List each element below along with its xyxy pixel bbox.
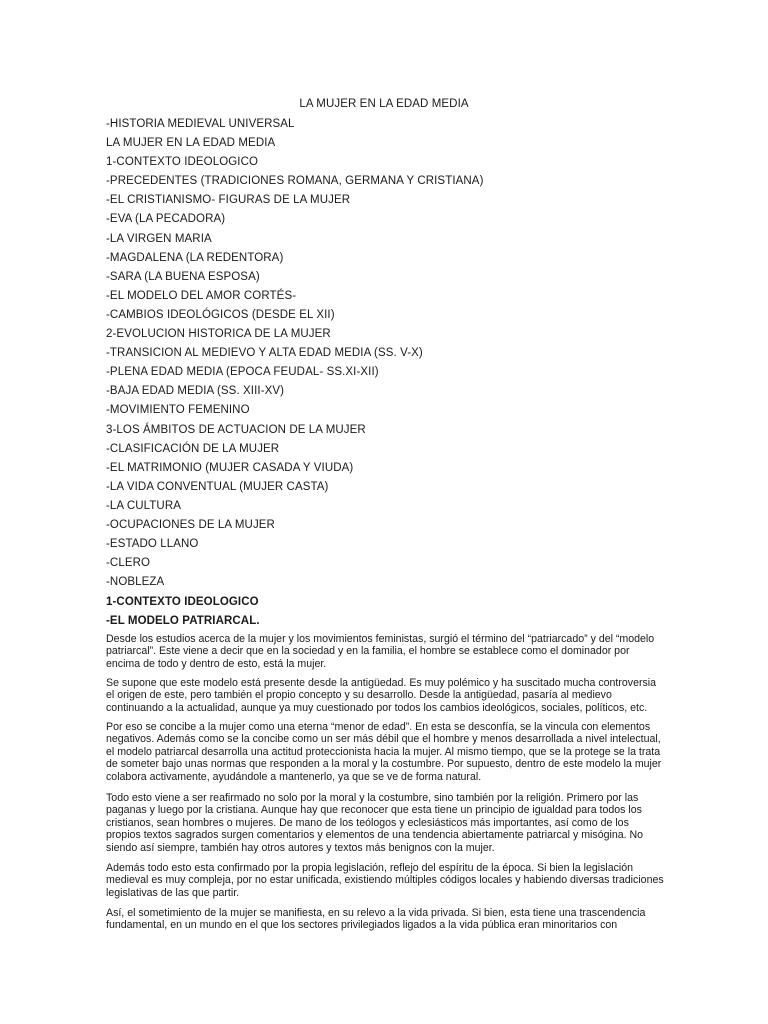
toc-item: -HISTORIA MEDIEVAL UNIVERSAL [106, 118, 295, 130]
toc-item: -CAMBIOS IDEOLÓGICOS (DESDE EL XII) [106, 308, 335, 321]
paragraph: Se supone que este modelo está presente desde la antigüedad. Es muy polémico y ha suscitado mucha controversia el origen de este, pero también el propio concepto y su desarrollo. Desde la antigüedad, pasaría al medievo continuando a la actualidad, aunque ya muy cuestionado por todos los cambios ideológicos, sociales, políticos, etc. [106, 677, 657, 714]
toc-item: -NOBLEZA [106, 576, 165, 589]
toc-item: -EL MODELO DEL AMOR CORTÉS- [106, 289, 297, 302]
toc-item: -CLERO [106, 557, 151, 570]
toc-item: 1-CONTEXTO IDEOLOGICO [106, 156, 259, 169]
toc-item: 2-EVOLUCION HISTORICA DE LA MUJER [106, 328, 331, 341]
toc-item: -EL CRISTIANISMO- FIGURAS DE LA MUJER [106, 194, 351, 207]
table-of-contents [106, 115, 484, 592]
toc-item: -PRECEDENTES (TRADICIONES ROMANA, GERMANA Y CRISTIANA) [106, 175, 484, 188]
toc-item: -MOVIMIENTO FEMENINO [106, 404, 250, 417]
section-headings [106, 593, 666, 631]
toc-item: -SARA (LA BUENA ESPOSA) [106, 270, 260, 283]
toc-item: -LA VIDA CONVENTUAL (MUJER CASTA) [106, 480, 329, 493]
toc-item: 3-LOS ÁMBITOS DE ACTUACION DE LA MUJER [106, 423, 366, 436]
subsection-heading: -EL MODELO PATRIARCAL. [106, 615, 260, 628]
toc-item: -TRANSICION AL MEDIEVO Y ALTA EDAD MEDIA (SS. V-X) [106, 347, 423, 360]
toc-item: -OCUPACIONES DE LA MUJER [106, 518, 275, 531]
toc-item: -MAGDALENA (LA REDENTORA) [106, 251, 284, 264]
toc-item: -PLENA EDAD MEDIA (EPOCA FEUDAL- SS.XI-XII) [106, 366, 379, 379]
toc-item: -ESTADO LLANO [106, 538, 199, 551]
toc-item: LA MUJER EN LA EDAD MEDIA [106, 137, 276, 150]
paragraph: Por eso se concibe a la mujer como una eterna “menor de edad”. En esta se desconfía, se la vincula con elementos negativos. Además como se la concibe como un ser más débil que el hombre y menos desarrollada a nivel intelectual, el modelo patriarcal desarrolla una actitud proteccionista hacia la mujer. Al mismo tiempo, que se la protege se la trata de someter bajo unas normas que responden a la moral y la costumbre. Por supuesto, dentro de este modelo la mujer colabora activamente, ayudándole a mantenerlo, ya que se ve de forma natural. [106, 721, 662, 783]
toc-item: -CLASIFICACIÓN DE LA MUJER [106, 442, 280, 455]
paragraph: Además todo esto esta confirmado por la propia legislación, reflejo del espíritu de la época. Si bien la legislación medieval es muy compleja, por no estar unificada, existiendo múltiples códigos locales y habiendo diversas tradiciones legislativas de las que partir. [106, 862, 664, 899]
toc-item: -EL MATRIMONIO (MUJER CASADA Y VIUDA) [106, 461, 354, 474]
toc-item: -EVA (LA PECADORA) [106, 213, 226, 226]
toc-item: -LA CULTURA [106, 499, 182, 512]
section-heading: 1-CONTEXTO IDEOLOGICO [106, 596, 259, 608]
toc-item: -LA VIRGEN MARIA [106, 232, 212, 245]
document-title: LA MUJER EN LA EDAD MEDIA [299, 98, 469, 110]
toc-item: -BAJA EDAD MEDIA (SS. XIII-XV) [106, 385, 285, 398]
paragraph: Desde los estudios acerca de la mujer y los movimientos feministas, surgió el término del “patriarcado” y del “modelo patriarcal”. Este viene a decir que en la sociedad y en la familia, el hombre se establece como el dominador por encima de todo y dentro de esto, está la mujer. [106, 633, 655, 670]
paragraph: Todo esto viene a ser reafirmado no solo por la moral y la costumbre, sino también por la religión. Primero por las paganas y luego por la cristiana. Aunque hay que reconocer que esta tiene un principio de igualdad para todos los cristianos, sean hombres o mujeres. De mano de los teólogos y eclesiásticos más importantes, así como de los propios textos sagrados surgen comentarios y elementos de una tendencia abiertamente patriarcal y misógina. No siendo así siempre, también hay otros autores y textos más benignos con la mujer. [106, 792, 644, 854]
paragraph: Así, el sometimiento de la mujer se manifiesta, en su relevo a la vida privada. Si bien, esta tiene una trascendencia fundamental, en un mundo en el que los sectores privilegiados ligados a la vida pública eran minoritarios con [106, 907, 646, 932]
